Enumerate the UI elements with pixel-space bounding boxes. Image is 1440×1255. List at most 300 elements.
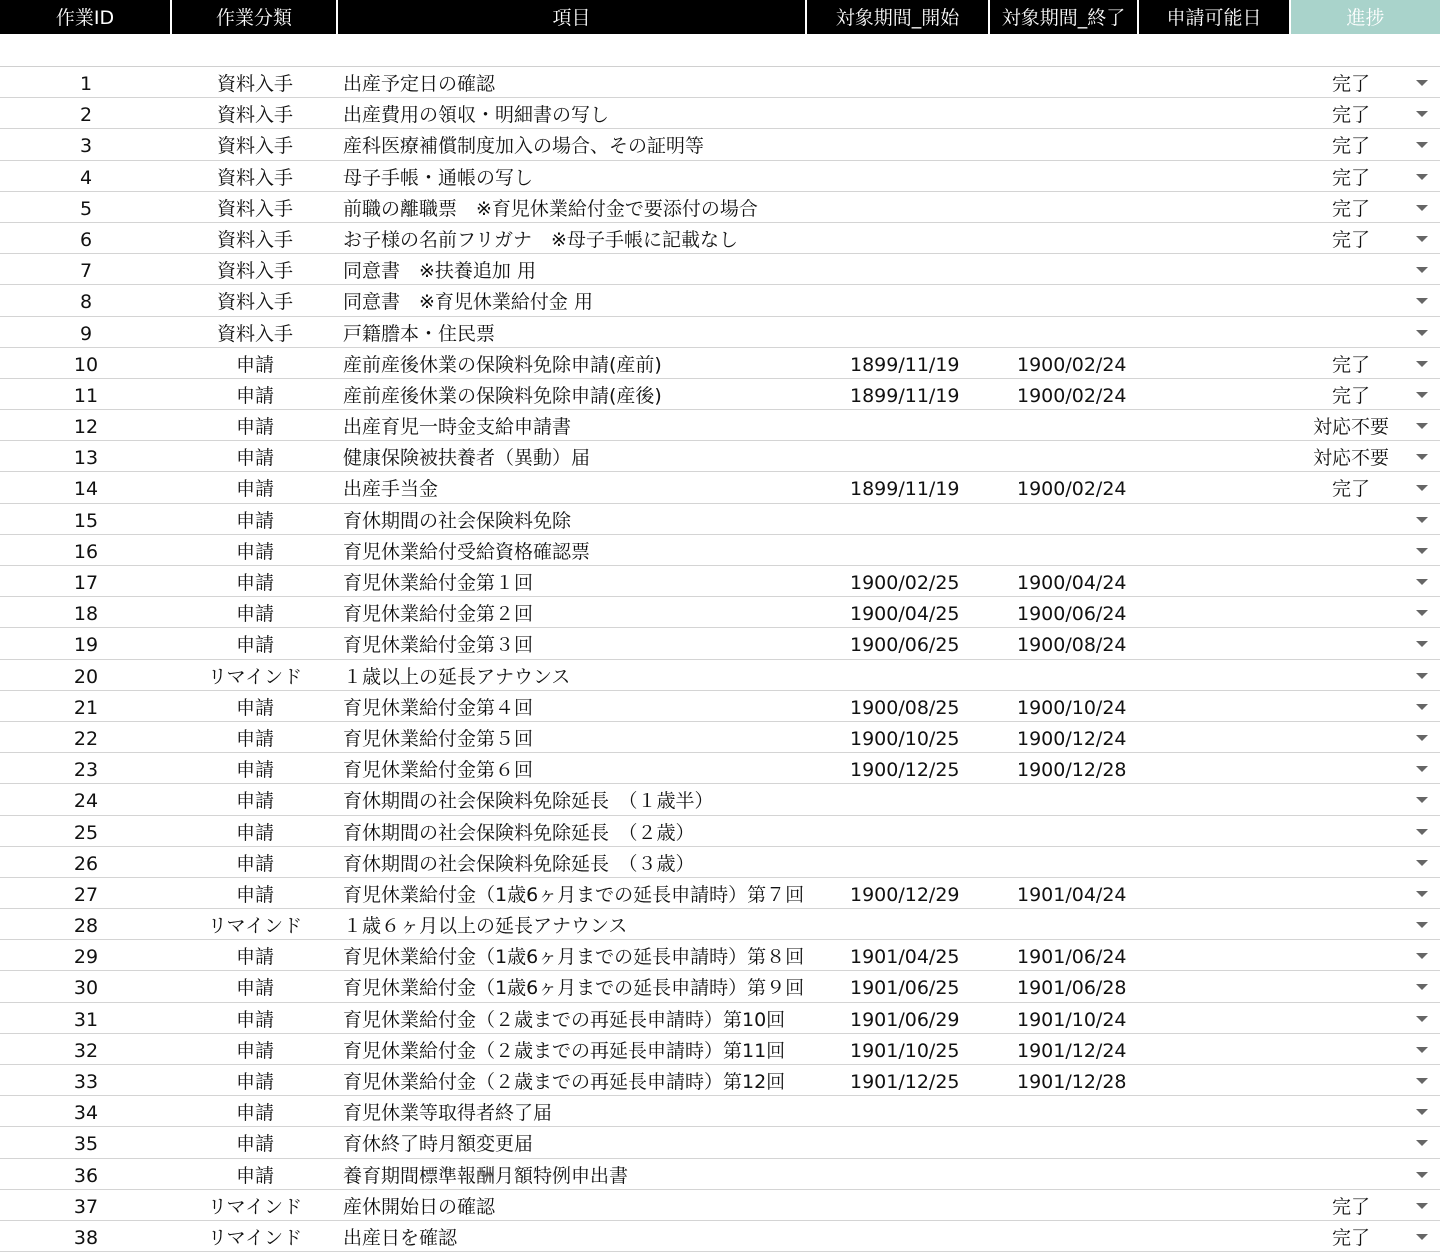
- dropdown-arrow-icon[interactable]: [1416, 361, 1428, 367]
- cell-available-date[interactable]: [1139, 67, 1291, 97]
- cell-available-date[interactable]: [1139, 784, 1291, 814]
- dropdown-arrow-icon[interactable]: [1416, 517, 1428, 523]
- cell-progress-dropdown[interactable]: [1291, 410, 1440, 440]
- dropdown-arrow-icon[interactable]: [1416, 673, 1428, 679]
- cell-category[interactable]: 申請: [235, 1039, 274, 1062]
- dropdown-arrow-icon[interactable]: [1416, 922, 1428, 928]
- cell-category[interactable]: リマインド: [207, 665, 303, 688]
- cell-period-end[interactable]: [990, 660, 1139, 690]
- cell-progress-dropdown[interactable]: [1291, 1065, 1440, 1095]
- cell-period-end[interactable]: 1900/02/24: [1017, 353, 1127, 376]
- cell-category[interactable]: 申請: [235, 447, 274, 470]
- cell-category[interactable]: 申請: [235, 696, 274, 719]
- cell-period-start[interactable]: [807, 285, 990, 315]
- cell-category[interactable]: 申請: [235, 634, 274, 657]
- cell-item[interactable]: 同意書 ※扶養追加 用: [343, 260, 536, 283]
- cell-item[interactable]: 同意書 ※育児休業給付金 用: [343, 291, 593, 314]
- cell-period-end[interactable]: [990, 504, 1139, 534]
- cell-period-end[interactable]: [990, 1127, 1139, 1157]
- cell-task-id[interactable]: 27: [73, 883, 99, 906]
- cell-item[interactable]: お子様の名前フリガナ ※母子手帳に記載なし: [343, 228, 738, 251]
- cell-task-id[interactable]: 7: [79, 260, 93, 283]
- dropdown-arrow-icon[interactable]: [1416, 298, 1428, 304]
- cell-available-date[interactable]: [1139, 878, 1291, 908]
- cell-category[interactable]: 申請: [235, 1164, 274, 1187]
- cell-available-date[interactable]: [1139, 1034, 1291, 1064]
- cell-task-id[interactable]: 21: [73, 696, 99, 719]
- cell-item[interactable]: 出産予定日の確認: [343, 73, 496, 95]
- cell-available-date[interactable]: [1139, 566, 1291, 596]
- cell-category[interactable]: 申請: [235, 1102, 274, 1125]
- cell-period-end[interactable]: [990, 909, 1139, 939]
- cell-progress-dropdown[interactable]: [1291, 940, 1440, 970]
- col-header-available-date[interactable]: 申請可能日: [1139, 0, 1291, 34]
- cell-period-start[interactable]: [807, 317, 990, 347]
- dropdown-arrow-icon[interactable]: [1416, 330, 1428, 336]
- cell-category[interactable]: 申請: [235, 416, 274, 439]
- cell-available-date[interactable]: [1139, 816, 1291, 846]
- cell-period-start[interactable]: [807, 223, 990, 253]
- cell-period-start[interactable]: 1900/02/25: [850, 572, 960, 594]
- cell-item[interactable]: 産前産後休業の保険料免除申請(産前): [343, 353, 662, 376]
- cell-category[interactable]: 申請: [235, 478, 274, 501]
- cell-available-date[interactable]: [1139, 940, 1291, 970]
- col-header-period-start[interactable]: 対象期間_開始: [807, 0, 990, 34]
- cell-period-start[interactable]: [807, 504, 990, 534]
- cell-period-start[interactable]: [807, 847, 990, 877]
- cell-task-id[interactable]: 37: [73, 1195, 99, 1218]
- dropdown-arrow-icon[interactable]: [1416, 1109, 1428, 1115]
- cell-item[interactable]: １歳以上の延長アナウンス: [343, 665, 571, 688]
- cell-progress-dropdown[interactable]: [1291, 1190, 1440, 1220]
- cell-available-date[interactable]: [1139, 348, 1291, 378]
- cell-category[interactable]: 申請: [235, 977, 274, 1000]
- cell-progress-dropdown[interactable]: [1291, 784, 1440, 814]
- cell-available-date[interactable]: [1139, 660, 1291, 690]
- dropdown-arrow-icon[interactable]: [1416, 610, 1428, 616]
- cell-task-id[interactable]: 4: [79, 166, 93, 189]
- cell-period-end[interactable]: [990, 223, 1139, 253]
- cell-category[interactable]: 申請: [235, 540, 274, 563]
- cell-item[interactable]: 出産手当金: [343, 478, 439, 501]
- cell-item[interactable]: 戸籍謄本・住民票: [343, 322, 496, 345]
- cell-available-date[interactable]: [1139, 379, 1291, 409]
- cell-progress-dropdown[interactable]: [1291, 1127, 1440, 1157]
- cell-period-start[interactable]: 1900/12/29: [850, 883, 960, 906]
- dropdown-arrow-icon[interactable]: [1416, 267, 1428, 273]
- dropdown-arrow-icon[interactable]: [1416, 485, 1428, 491]
- cell-task-id[interactable]: 33: [73, 1071, 99, 1093]
- cell-task-id[interactable]: 20: [73, 665, 99, 688]
- cell-item[interactable]: 出産日を確認: [343, 1226, 458, 1249]
- cell-progress-dropdown[interactable]: [1291, 192, 1440, 222]
- cell-available-date[interactable]: [1139, 597, 1291, 627]
- cell-item[interactable]: 育児休業給付金第３回: [343, 634, 534, 657]
- cell-period-end[interactable]: 1900/02/24: [1017, 384, 1127, 407]
- cell-category[interactable]: 資料入手: [216, 135, 293, 158]
- cell-item[interactable]: 育児休業給付金（1歳6ヶ月までの延長申請時）第９回: [343, 977, 805, 1000]
- cell-item[interactable]: 育休期間の社会保険料免除延長 （３歳）: [343, 852, 695, 875]
- cell-available-date[interactable]: [1139, 753, 1291, 783]
- cell-period-start[interactable]: [807, 192, 990, 222]
- cell-period-start[interactable]: 1900/04/25: [850, 603, 960, 626]
- cell-available-date[interactable]: [1139, 1065, 1291, 1095]
- cell-category[interactable]: 申請: [235, 759, 274, 782]
- cell-period-start[interactable]: [807, 660, 990, 690]
- cell-progress-dropdown[interactable]: [1291, 1096, 1440, 1126]
- cell-progress-dropdown[interactable]: [1291, 816, 1440, 846]
- cell-item[interactable]: 産前産後休業の保険料免除申請(産後): [343, 384, 662, 407]
- dropdown-arrow-icon[interactable]: [1416, 1172, 1428, 1178]
- cell-available-date[interactable]: [1139, 1096, 1291, 1126]
- cell-category[interactable]: 申請: [235, 509, 274, 532]
- cell-period-end[interactable]: 1900/10/24: [1017, 696, 1127, 719]
- cell-category[interactable]: 申請: [235, 790, 274, 813]
- col-header-progress[interactable]: 進捗: [1291, 0, 1440, 34]
- cell-task-id[interactable]: 8: [79, 291, 93, 314]
- cell-available-date[interactable]: [1139, 441, 1291, 471]
- cell-task-id[interactable]: 24: [73, 790, 99, 813]
- cell-progress-dropdown[interactable]: [1291, 1003, 1440, 1033]
- cell-category[interactable]: 申請: [235, 1133, 274, 1156]
- cell-item[interactable]: 産科医療補償制度加入の場合、その証明等: [343, 135, 705, 158]
- dropdown-arrow-icon[interactable]: [1416, 704, 1428, 710]
- cell-progress-dropdown[interactable]: [1291, 1159, 1440, 1189]
- cell-period-end[interactable]: 1901/04/24: [1017, 883, 1127, 906]
- cell-item[interactable]: 出産育児一時金支給申請書: [343, 416, 572, 439]
- dropdown-arrow-icon[interactable]: [1416, 548, 1428, 554]
- cell-period-end[interactable]: 1901/12/24: [1017, 1039, 1127, 1062]
- cell-progress-dropdown[interactable]: [1291, 753, 1440, 783]
- cell-task-id[interactable]: 18: [73, 603, 99, 626]
- dropdown-arrow-icon[interactable]: [1416, 205, 1428, 211]
- cell-period-start[interactable]: [807, 410, 990, 440]
- cell-period-start[interactable]: 1900/06/25: [850, 634, 960, 657]
- cell-task-id[interactable]: 6: [79, 228, 93, 251]
- cell-period-start[interactable]: 1900/08/25: [850, 696, 960, 719]
- dropdown-arrow-icon[interactable]: [1416, 797, 1428, 803]
- cell-period-start[interactable]: [807, 67, 990, 97]
- cell-progress-dropdown[interactable]: [1291, 254, 1440, 284]
- cell-period-start[interactable]: [807, 1096, 990, 1126]
- cell-period-end[interactable]: 1901/06/24: [1017, 946, 1127, 969]
- cell-period-start[interactable]: [807, 909, 990, 939]
- cell-category[interactable]: 申請: [235, 1008, 274, 1031]
- dropdown-arrow-icon[interactable]: [1416, 1140, 1428, 1146]
- cell-period-start[interactable]: [807, 161, 990, 191]
- cell-period-end[interactable]: [990, 192, 1139, 222]
- cell-available-date[interactable]: [1139, 1003, 1291, 1033]
- cell-progress-dropdown[interactable]: [1291, 1034, 1440, 1064]
- cell-task-id[interactable]: 29: [73, 946, 99, 969]
- cell-progress-dropdown[interactable]: [1291, 504, 1440, 534]
- cell-period-end[interactable]: 1900/12/24: [1017, 727, 1127, 750]
- cell-available-date[interactable]: [1139, 722, 1291, 752]
- cell-progress-dropdown[interactable]: [1291, 722, 1440, 752]
- cell-task-id[interactable]: 38: [73, 1226, 99, 1249]
- cell-period-end[interactable]: [990, 816, 1139, 846]
- cell-period-start[interactable]: [807, 98, 990, 128]
- cell-period-end[interactable]: [990, 161, 1139, 191]
- cell-available-date[interactable]: [1139, 1190, 1291, 1220]
- cell-item[interactable]: 育児休業給付金（２歳までの再延長申請時）第10回: [343, 1008, 786, 1031]
- cell-category[interactable]: 申請: [235, 384, 274, 407]
- cell-task-id[interactable]: 10: [73, 353, 99, 376]
- cell-period-start[interactable]: 1901/06/25: [850, 977, 960, 1000]
- cell-available-date[interactable]: [1139, 1159, 1291, 1189]
- cell-period-end[interactable]: [990, 1221, 1139, 1251]
- cell-progress-dropdown[interactable]: [1291, 223, 1440, 253]
- cell-task-id[interactable]: 9: [79, 322, 93, 345]
- cell-period-end[interactable]: 1900/08/24: [1017, 634, 1127, 657]
- cell-progress-dropdown[interactable]: [1291, 597, 1440, 627]
- cell-period-end[interactable]: [990, 410, 1139, 440]
- cell-category[interactable]: 資料入手: [216, 73, 293, 95]
- cell-category[interactable]: 申請: [235, 946, 274, 969]
- cell-period-end[interactable]: [990, 67, 1139, 97]
- cell-task-id[interactable]: 31: [73, 1008, 99, 1031]
- cell-progress-dropdown[interactable]: [1291, 67, 1440, 97]
- cell-task-id[interactable]: 17: [73, 572, 99, 594]
- cell-item[interactable]: 育休終了時月額変更届: [343, 1133, 534, 1156]
- cell-task-id[interactable]: 1: [79, 73, 93, 95]
- dropdown-arrow-icon[interactable]: [1416, 860, 1428, 866]
- cell-task-id[interactable]: 11: [73, 384, 99, 407]
- cell-item[interactable]: １歳６ヶ月以上の延長アナウンス: [343, 915, 628, 938]
- cell-item[interactable]: 養育期間標準報酬月額特例申出書: [343, 1164, 629, 1187]
- cell-task-id[interactable]: 5: [79, 197, 93, 220]
- dropdown-arrow-icon[interactable]: [1416, 142, 1428, 148]
- cell-period-end[interactable]: [990, 847, 1139, 877]
- cell-progress-dropdown[interactable]: [1291, 98, 1440, 128]
- cell-task-id[interactable]: 34: [73, 1102, 99, 1125]
- cell-category[interactable]: 申請: [235, 1071, 274, 1093]
- cell-progress-dropdown[interactable]: [1291, 878, 1440, 908]
- dropdown-arrow-icon[interactable]: [1416, 423, 1428, 429]
- cell-task-id[interactable]: 28: [73, 915, 99, 938]
- cell-available-date[interactable]: [1139, 472, 1291, 502]
- cell-progress-dropdown[interactable]: [1291, 909, 1440, 939]
- cell-available-date[interactable]: [1139, 971, 1291, 1001]
- cell-available-date[interactable]: [1139, 847, 1291, 877]
- cell-category[interactable]: 資料入手: [216, 260, 293, 283]
- cell-task-id[interactable]: 14: [73, 478, 99, 501]
- cell-period-start[interactable]: 1899/11/19: [850, 478, 960, 501]
- cell-item[interactable]: 育児休業給付金第６回: [343, 759, 534, 782]
- col-header-category[interactable]: 作業分類: [172, 0, 338, 34]
- dropdown-arrow-icon[interactable]: [1416, 953, 1428, 959]
- cell-item[interactable]: 育休期間の社会保険料免除: [343, 509, 572, 532]
- dropdown-arrow-icon[interactable]: [1416, 891, 1428, 897]
- cell-available-date[interactable]: [1139, 98, 1291, 128]
- cell-period-end[interactable]: [990, 441, 1139, 471]
- cell-task-id[interactable]: 16: [73, 540, 99, 563]
- cell-period-start[interactable]: 1900/10/25: [850, 727, 960, 750]
- dropdown-arrow-icon[interactable]: [1416, 454, 1428, 460]
- cell-task-id[interactable]: 19: [73, 634, 99, 657]
- cell-category[interactable]: 資料入手: [216, 228, 293, 251]
- cell-period-start[interactable]: [807, 535, 990, 565]
- col-header-item[interactable]: 項目: [338, 0, 807, 34]
- cell-item[interactable]: 育児休業給付金第１回: [343, 572, 534, 594]
- cell-task-id[interactable]: 13: [73, 447, 99, 470]
- dropdown-arrow-icon[interactable]: [1416, 766, 1428, 772]
- cell-period-start[interactable]: [807, 1127, 990, 1157]
- dropdown-arrow-icon[interactable]: [1416, 174, 1428, 180]
- dropdown-arrow-icon[interactable]: [1416, 984, 1428, 990]
- cell-progress-dropdown[interactable]: [1291, 129, 1440, 159]
- dropdown-arrow-icon[interactable]: [1416, 392, 1428, 398]
- cell-period-start[interactable]: 1899/11/19: [850, 384, 960, 407]
- cell-period-start[interactable]: [807, 816, 990, 846]
- cell-item[interactable]: 出産費用の領収・明細書の写し: [343, 104, 610, 127]
- cell-period-end[interactable]: [990, 285, 1139, 315]
- cell-item[interactable]: 育児休業給付金第４回: [343, 696, 534, 719]
- cell-category[interactable]: リマインド: [207, 1226, 303, 1249]
- cell-period-end[interactable]: [990, 98, 1139, 128]
- cell-available-date[interactable]: [1139, 628, 1291, 658]
- cell-item[interactable]: 育児休業給付金（２歳までの再延長申請時）第12回: [343, 1071, 786, 1093]
- cell-period-end[interactable]: [990, 1159, 1139, 1189]
- cell-period-start[interactable]: [807, 1190, 990, 1220]
- cell-progress-dropdown[interactable]: [1291, 1221, 1440, 1251]
- cell-period-end[interactable]: [990, 317, 1139, 347]
- cell-category[interactable]: 申請: [235, 727, 274, 750]
- cell-period-start[interactable]: 1901/12/25: [850, 1071, 960, 1093]
- cell-progress-dropdown[interactable]: [1291, 317, 1440, 347]
- cell-item[interactable]: 育児休業給付金第５回: [343, 727, 534, 750]
- cell-category[interactable]: 申請: [235, 821, 274, 844]
- cell-period-start[interactable]: [807, 1221, 990, 1251]
- cell-category[interactable]: リマインド: [207, 1195, 303, 1218]
- cell-progress-dropdown[interactable]: [1291, 628, 1440, 658]
- cell-task-id[interactable]: 36: [73, 1164, 99, 1187]
- cell-period-end[interactable]: 1900/12/28: [1017, 759, 1127, 782]
- cell-category[interactable]: 申請: [235, 883, 274, 906]
- dropdown-arrow-icon[interactable]: [1416, 1078, 1428, 1084]
- cell-item[interactable]: 育児休業給付金（1歳6ヶ月までの延長申請時）第７回: [343, 883, 805, 906]
- cell-available-date[interactable]: [1139, 1221, 1291, 1251]
- cell-period-end[interactable]: [990, 784, 1139, 814]
- cell-available-date[interactable]: [1139, 317, 1291, 347]
- cell-progress-dropdown[interactable]: [1291, 348, 1440, 378]
- cell-available-date[interactable]: [1139, 504, 1291, 534]
- cell-item[interactable]: 育児休業給付受給資格確認票: [343, 540, 591, 563]
- cell-item[interactable]: 育休期間の社会保険料免除延長 （２歳）: [343, 821, 695, 844]
- cell-category[interactable]: 資料入手: [216, 104, 293, 127]
- cell-category[interactable]: 申請: [235, 852, 274, 875]
- cell-period-start[interactable]: [807, 129, 990, 159]
- cell-period-end[interactable]: 1900/04/24: [1017, 572, 1127, 594]
- dropdown-arrow-icon[interactable]: [1416, 829, 1428, 835]
- cell-task-id[interactable]: 22: [73, 727, 99, 750]
- cell-progress-dropdown[interactable]: [1291, 161, 1440, 191]
- cell-period-end[interactable]: 1900/06/24: [1017, 603, 1127, 626]
- cell-available-date[interactable]: [1139, 1127, 1291, 1157]
- cell-item[interactable]: 育児休業給付金（1歳6ヶ月までの延長申請時）第８回: [343, 946, 805, 969]
- cell-progress-dropdown[interactable]: [1291, 379, 1440, 409]
- cell-task-id[interactable]: 12: [73, 416, 99, 439]
- cell-category[interactable]: 資料入手: [216, 166, 293, 189]
- cell-item[interactable]: 産休開始日の確認: [343, 1195, 496, 1218]
- dropdown-arrow-icon[interactable]: [1416, 1047, 1428, 1053]
- cell-task-id[interactable]: 3: [79, 135, 93, 158]
- cell-period-end[interactable]: 1901/06/28: [1017, 977, 1127, 1000]
- cell-progress-dropdown[interactable]: [1291, 285, 1440, 315]
- cell-category[interactable]: 申請: [235, 572, 274, 594]
- cell-period-end[interactable]: [990, 254, 1139, 284]
- cell-period-end[interactable]: [990, 1190, 1139, 1220]
- cell-period-start[interactable]: 1901/10/25: [850, 1039, 960, 1062]
- cell-task-id[interactable]: 25: [73, 821, 99, 844]
- cell-item[interactable]: 母子手帳・通帳の写し: [343, 166, 534, 189]
- cell-period-start[interactable]: 1899/11/19: [850, 353, 960, 376]
- cell-item[interactable]: 育休期間の社会保険料免除延長 （１歳半）: [343, 790, 714, 813]
- cell-period-end[interactable]: 1901/12/28: [1017, 1071, 1127, 1093]
- cell-progress-dropdown[interactable]: [1291, 472, 1440, 502]
- cell-available-date[interactable]: [1139, 192, 1291, 222]
- cell-task-id[interactable]: 30: [73, 977, 99, 1000]
- dropdown-arrow-icon[interactable]: [1416, 236, 1428, 242]
- cell-item[interactable]: 育児休業等取得者終了届: [343, 1102, 553, 1125]
- cell-progress-dropdown[interactable]: [1291, 847, 1440, 877]
- dropdown-arrow-icon[interactable]: [1416, 1203, 1428, 1209]
- dropdown-arrow-icon[interactable]: [1416, 641, 1428, 647]
- cell-progress-dropdown[interactable]: [1291, 566, 1440, 596]
- cell-available-date[interactable]: [1139, 285, 1291, 315]
- dropdown-arrow-icon[interactable]: [1416, 579, 1428, 585]
- cell-period-end[interactable]: [990, 1096, 1139, 1126]
- cell-item[interactable]: 健康保険被扶養者（異動）届: [343, 447, 591, 470]
- cell-available-date[interactable]: [1139, 254, 1291, 284]
- dropdown-arrow-icon[interactable]: [1416, 111, 1428, 117]
- cell-task-id[interactable]: 26: [73, 852, 99, 875]
- cell-progress-dropdown[interactable]: [1291, 660, 1440, 690]
- cell-period-start[interactable]: [807, 784, 990, 814]
- cell-period-start[interactable]: 1901/06/29: [850, 1008, 960, 1031]
- cell-period-end[interactable]: [990, 535, 1139, 565]
- dropdown-arrow-icon[interactable]: [1416, 1016, 1428, 1022]
- cell-task-id[interactable]: 15: [73, 509, 99, 532]
- cell-category[interactable]: 資料入手: [216, 197, 293, 220]
- cell-category[interactable]: 申請: [235, 603, 274, 626]
- cell-category[interactable]: 資料入手: [216, 291, 293, 314]
- cell-category[interactable]: リマインド: [207, 915, 303, 938]
- dropdown-arrow-icon[interactable]: [1416, 735, 1428, 741]
- cell-period-start[interactable]: [807, 254, 990, 284]
- cell-progress-dropdown[interactable]: [1291, 691, 1440, 721]
- cell-item[interactable]: 育児休業給付金（２歳までの再延長申請時）第11回: [343, 1039, 786, 1062]
- dropdown-arrow-icon[interactable]: [1416, 80, 1428, 86]
- cell-available-date[interactable]: [1139, 161, 1291, 191]
- cell-period-end[interactable]: 1900/02/24: [1017, 478, 1127, 501]
- col-header-task-id[interactable]: 作業ID: [0, 0, 172, 34]
- cell-period-start[interactable]: 1901/04/25: [850, 946, 960, 969]
- cell-item[interactable]: 育児休業給付金第２回: [343, 603, 534, 626]
- cell-task-id[interactable]: 32: [73, 1039, 99, 1062]
- cell-progress-dropdown[interactable]: [1291, 441, 1440, 471]
- cell-available-date[interactable]: [1139, 410, 1291, 440]
- cell-task-id[interactable]: 2: [79, 104, 93, 127]
- cell-item[interactable]: 前職の離職票 ※育児休業給付金で要添付の場合: [343, 197, 758, 220]
- cell-available-date[interactable]: [1139, 909, 1291, 939]
- cell-available-date[interactable]: [1139, 535, 1291, 565]
- cell-progress-dropdown[interactable]: [1291, 971, 1440, 1001]
- cell-period-start[interactable]: 1900/12/25: [850, 759, 960, 782]
- cell-period-start[interactable]: [807, 1159, 990, 1189]
- cell-available-date[interactable]: [1139, 129, 1291, 159]
- cell-period-end[interactable]: [990, 129, 1139, 159]
